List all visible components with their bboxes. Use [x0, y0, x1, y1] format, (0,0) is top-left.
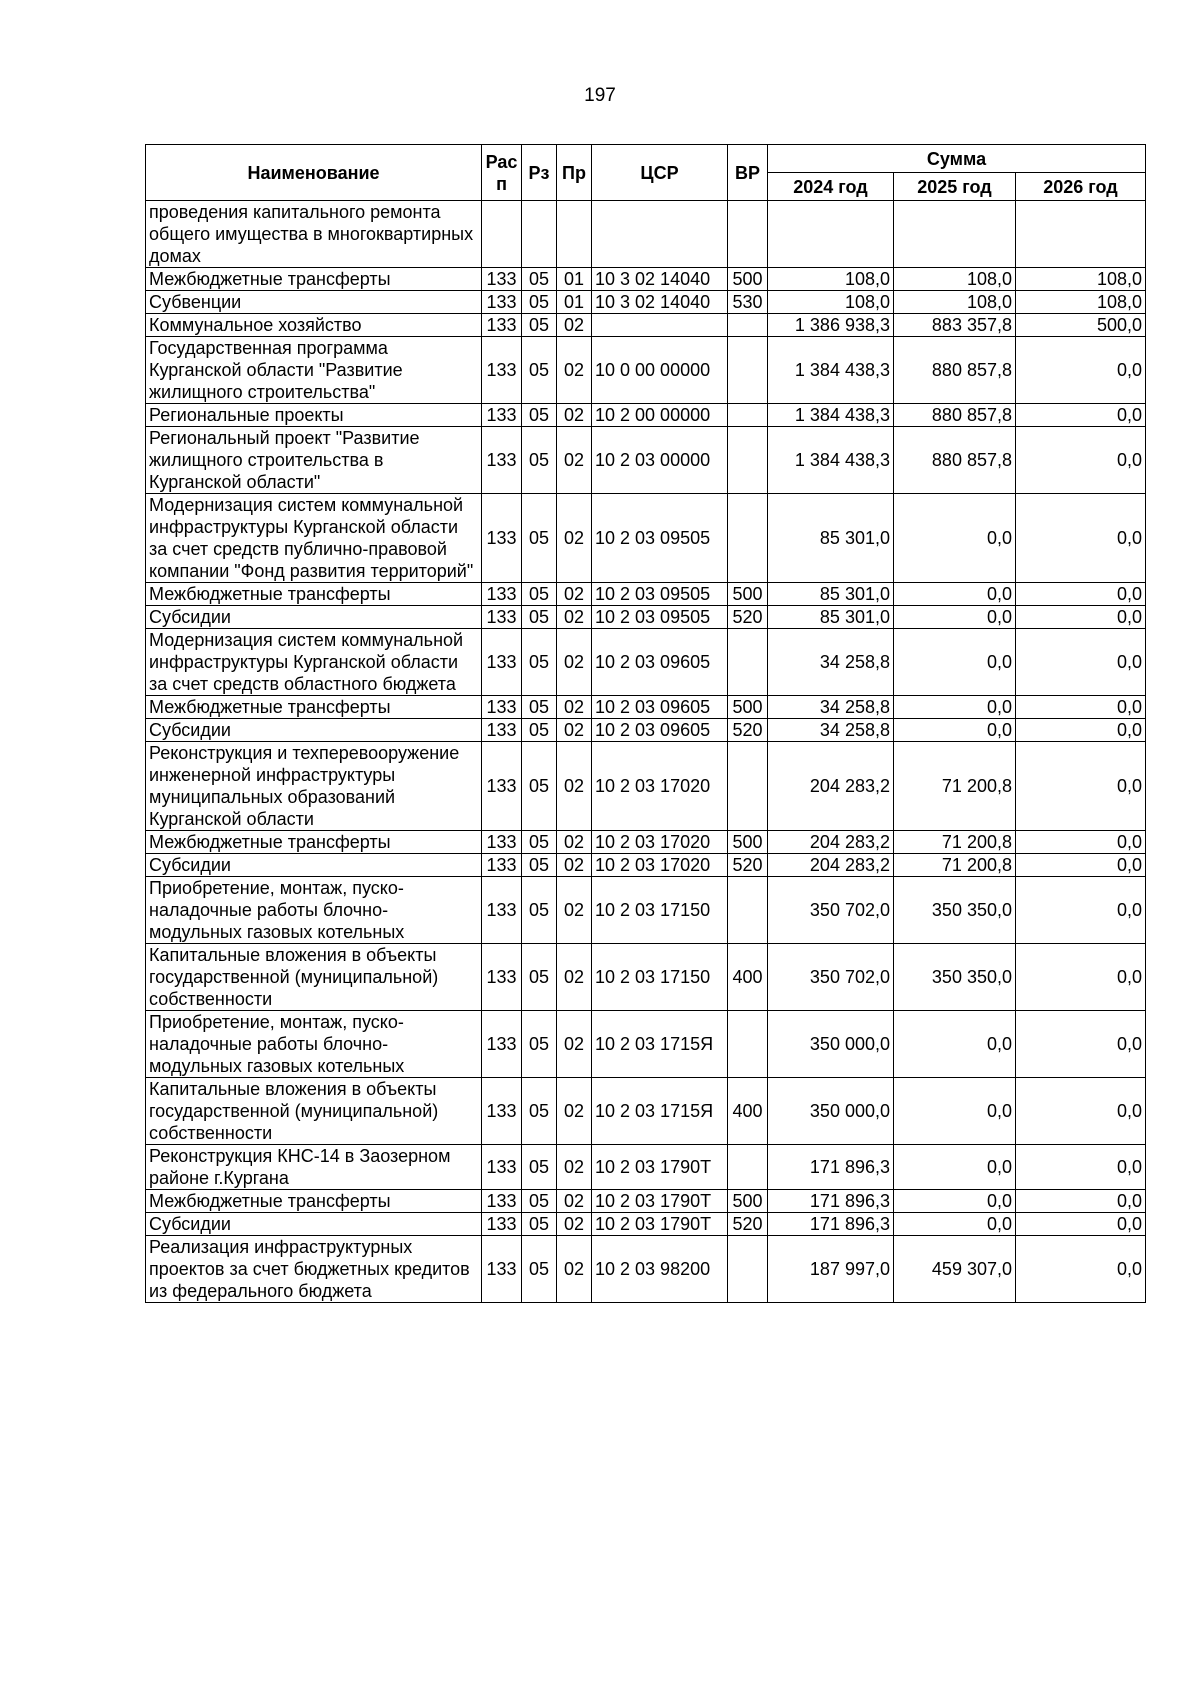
row-rasp-cell: 133: [482, 877, 522, 944]
header-csr: ЦСР: [592, 145, 728, 201]
table-row: [146, 268, 1146, 291]
row-vr-cell: 520: [728, 854, 768, 877]
row-sum-2024-cell: 204 283,2: [768, 742, 894, 831]
row-sum-2025-cell: 0,0: [894, 606, 1016, 629]
table-header: [146, 145, 1146, 201]
row-sum-2025-cell: 350 350,0: [894, 944, 1016, 1011]
row-pr-cell: 02: [557, 877, 592, 944]
row-name-cell: Приобретение, монтаж, пуско-наладочные работы блочно-модульных газовых котельных: [146, 1011, 482, 1078]
row-pr-cell: 02: [557, 583, 592, 606]
row-name-cell: Субсидии: [146, 1213, 482, 1236]
row-pr-cell: 02: [557, 1011, 592, 1078]
row-pr-cell: 02: [557, 606, 592, 629]
row-rasp-cell: 133: [482, 291, 522, 314]
row-vr-cell: [728, 1145, 768, 1190]
row-rasp-cell: 133: [482, 1213, 522, 1236]
row-rz-cell: 05: [522, 1078, 557, 1145]
row-name-cell: Реконструкция и техперевооружение инженерной инфраструктуры муниципальных образований Курганской области: [146, 742, 482, 831]
row-sum-2024-cell: 85 301,0: [768, 583, 894, 606]
row-rz-cell: 05: [522, 831, 557, 854]
row-sum-2025-cell: 0,0: [894, 719, 1016, 742]
table-row: [146, 201, 1146, 268]
table-body: [146, 201, 1146, 1303]
row-vr-cell: 530: [728, 291, 768, 314]
row-csr-cell: 10 2 00 00000: [592, 404, 728, 427]
header-year-2024: 2024 год: [768, 173, 894, 201]
row-rasp-cell: 133: [482, 427, 522, 494]
table-row: [146, 854, 1146, 877]
row-sum-2025-cell: 0,0: [894, 696, 1016, 719]
row-vr-cell: 500: [728, 268, 768, 291]
row-csr-cell: 10 2 03 1790Т: [592, 1190, 728, 1213]
row-pr-cell: 02: [557, 1145, 592, 1190]
row-rasp-cell: 133: [482, 742, 522, 831]
row-name-cell: Реализация инфраструктурных проектов за счет бюджетных кредитов из федерального бюджета: [146, 1236, 482, 1303]
row-vr-cell: 520: [728, 719, 768, 742]
row-csr-cell: 10 2 03 17150: [592, 877, 728, 944]
row-rz-cell: 05: [522, 877, 557, 944]
row-rasp-cell: 133: [482, 696, 522, 719]
row-sum-2024-cell: 187 997,0: [768, 1236, 894, 1303]
row-rasp-cell: 133: [482, 494, 522, 583]
row-name-cell: Региональные проекты: [146, 404, 482, 427]
row-rasp-cell: 133: [482, 1011, 522, 1078]
table-row: [146, 1078, 1146, 1145]
row-csr-cell: 10 2 03 09505: [592, 583, 728, 606]
table-row: [146, 494, 1146, 583]
row-csr-cell: 10 2 03 17020: [592, 831, 728, 854]
row-pr-cell: 01: [557, 291, 592, 314]
row-sum-2026-cell: 0,0: [1016, 831, 1146, 854]
table-row: [146, 1190, 1146, 1213]
table-row: [146, 1145, 1146, 1190]
row-pr-cell: 02: [557, 1213, 592, 1236]
row-csr-cell: 10 2 03 17020: [592, 854, 728, 877]
row-vr-cell: [728, 877, 768, 944]
row-sum-2024-cell: 34 258,8: [768, 719, 894, 742]
row-sum-2024-cell: 204 283,2: [768, 831, 894, 854]
row-name-cell: Субсидии: [146, 606, 482, 629]
row-vr-cell: 500: [728, 1190, 768, 1213]
row-csr-cell: 10 2 03 09505: [592, 606, 728, 629]
table-row: [146, 742, 1146, 831]
row-sum-2026-cell: 0,0: [1016, 696, 1146, 719]
row-rasp-cell: 133: [482, 1190, 522, 1213]
row-vr-cell: [728, 404, 768, 427]
row-sum-2025-cell: 0,0: [894, 583, 1016, 606]
table-row: [146, 404, 1146, 427]
row-sum-2024-cell: 204 283,2: [768, 854, 894, 877]
row-csr-cell: 10 2 03 00000: [592, 427, 728, 494]
row-name-cell: Межбюджетные трансферты: [146, 268, 482, 291]
row-sum-2025-cell: 0,0: [894, 494, 1016, 583]
row-name-cell: Модернизация систем коммунальной инфраструктуры Курганской области за счет средств областного бюджета: [146, 629, 482, 696]
row-rasp-cell: 133: [482, 404, 522, 427]
row-pr-cell: 02: [557, 314, 592, 337]
row-rz-cell: 05: [522, 583, 557, 606]
row-name-cell: проведения капитального ремонта общего имущества в многоквартирных домах: [146, 201, 482, 268]
row-rz-cell: 05: [522, 1190, 557, 1213]
row-vr-cell: 500: [728, 583, 768, 606]
row-sum-2024-cell: 108,0: [768, 291, 894, 314]
row-rasp-cell: 133: [482, 854, 522, 877]
table-row: [146, 629, 1146, 696]
row-sum-2025-cell: 459 307,0: [894, 1236, 1016, 1303]
row-pr-cell: 02: [557, 742, 592, 831]
row-rz-cell: 05: [522, 427, 557, 494]
row-pr-cell: [557, 201, 592, 268]
header-year-2025: 2025 год: [894, 173, 1016, 201]
row-vr-cell: [728, 1236, 768, 1303]
table-row: [146, 877, 1146, 944]
row-sum-2025-cell: 0,0: [894, 1078, 1016, 1145]
row-vr-cell: [728, 742, 768, 831]
row-csr-cell: [592, 201, 728, 268]
row-sum-2026-cell: 0,0: [1016, 719, 1146, 742]
row-sum-2026-cell: 0,0: [1016, 629, 1146, 696]
row-sum-2025-cell: 71 200,8: [894, 742, 1016, 831]
row-rasp-cell: 133: [482, 629, 522, 696]
row-vr-cell: [728, 337, 768, 404]
row-vr-cell: [728, 629, 768, 696]
row-pr-cell: 02: [557, 719, 592, 742]
table-row: [146, 1236, 1146, 1303]
row-sum-2024-cell: 85 301,0: [768, 606, 894, 629]
row-csr-cell: 10 2 03 09605: [592, 719, 728, 742]
row-name-cell: Приобретение, монтаж, пуско-наладочные работы блочно-модульных газовых котельных: [146, 877, 482, 944]
row-sum-2026-cell: 0,0: [1016, 854, 1146, 877]
row-rz-cell: 05: [522, 719, 557, 742]
row-sum-2024-cell: 350 702,0: [768, 877, 894, 944]
row-vr-cell: [728, 494, 768, 583]
row-sum-2025-cell: 0,0: [894, 1011, 1016, 1078]
row-csr-cell: 10 2 03 1790Т: [592, 1145, 728, 1190]
row-vr-cell: [728, 201, 768, 268]
row-sum-2026-cell: 0,0: [1016, 1236, 1146, 1303]
row-rz-cell: 05: [522, 1213, 557, 1236]
row-sum-2026-cell: 0,0: [1016, 337, 1146, 404]
row-rasp-cell: 133: [482, 1145, 522, 1190]
row-sum-2024-cell: 171 896,3: [768, 1190, 894, 1213]
row-name-cell: Субсидии: [146, 719, 482, 742]
row-rasp-cell: 133: [482, 583, 522, 606]
table-row: [146, 583, 1146, 606]
row-sum-2026-cell: 0,0: [1016, 1190, 1146, 1213]
row-name-cell: Реконструкция КНС-14 в Заозерном районе г.Кургана: [146, 1145, 482, 1190]
row-name-cell: Межбюджетные трансферты: [146, 583, 482, 606]
row-rz-cell: 05: [522, 696, 557, 719]
row-sum-2025-cell: 108,0: [894, 268, 1016, 291]
row-csr-cell: 10 2 03 09605: [592, 696, 728, 719]
row-pr-cell: 02: [557, 494, 592, 583]
row-sum-2026-cell: 0,0: [1016, 404, 1146, 427]
row-vr-cell: 500: [728, 696, 768, 719]
row-name-cell: Субвенции: [146, 291, 482, 314]
row-name-cell: Модернизация систем коммунальной инфраструктуры Курганской области за счет средств публично-правовой компании "Фонд развития территорий": [146, 494, 482, 583]
row-rz-cell: 05: [522, 494, 557, 583]
row-rz-cell: 05: [522, 1145, 557, 1190]
row-sum-2024-cell: 171 896,3: [768, 1213, 894, 1236]
row-csr-cell: 10 0 00 00000: [592, 337, 728, 404]
row-name-cell: Государственная программа Курганской области "Развитие жилищного строительства": [146, 337, 482, 404]
row-sum-2025-cell: 350 350,0: [894, 877, 1016, 944]
row-sum-2025-cell: 880 857,8: [894, 404, 1016, 427]
row-sum-2025-cell: 883 357,8: [894, 314, 1016, 337]
row-sum-2026-cell: 108,0: [1016, 268, 1146, 291]
row-vr-cell: [728, 427, 768, 494]
row-rz-cell: 05: [522, 944, 557, 1011]
row-vr-cell: 500: [728, 831, 768, 854]
row-csr-cell: 10 2 03 1715Я: [592, 1078, 728, 1145]
row-sum-2025-cell: 0,0: [894, 629, 1016, 696]
row-rz-cell: 05: [522, 314, 557, 337]
row-rz-cell: 05: [522, 1236, 557, 1303]
row-sum-2025-cell: 108,0: [894, 291, 1016, 314]
row-sum-2024-cell: 350 702,0: [768, 944, 894, 1011]
row-name-cell: Субсидии: [146, 854, 482, 877]
row-sum-2026-cell: 0,0: [1016, 1213, 1146, 1236]
row-rasp-cell: 133: [482, 1078, 522, 1145]
row-sum-2024-cell: 85 301,0: [768, 494, 894, 583]
row-sum-2025-cell: [894, 201, 1016, 268]
row-rasp-cell: 133: [482, 719, 522, 742]
row-csr-cell: 10 2 03 1790Т: [592, 1213, 728, 1236]
row-sum-2026-cell: 108,0: [1016, 291, 1146, 314]
row-pr-cell: 02: [557, 1078, 592, 1145]
row-csr-cell: [592, 314, 728, 337]
row-sum-2026-cell: 0,0: [1016, 1011, 1146, 1078]
row-sum-2026-cell: 0,0: [1016, 494, 1146, 583]
row-sum-2025-cell: 880 857,8: [894, 427, 1016, 494]
row-sum-2024-cell: 1 384 438,3: [768, 427, 894, 494]
row-pr-cell: 02: [557, 427, 592, 494]
row-sum-2025-cell: 880 857,8: [894, 337, 1016, 404]
row-rz-cell: 05: [522, 629, 557, 696]
row-rasp-cell: 133: [482, 314, 522, 337]
row-pr-cell: 02: [557, 1236, 592, 1303]
row-csr-cell: 10 2 03 17150: [592, 944, 728, 1011]
row-rasp-cell: [482, 201, 522, 268]
row-rasp-cell: 133: [482, 831, 522, 854]
row-name-cell: Межбюджетные трансферты: [146, 696, 482, 719]
row-sum-2024-cell: 1 384 438,3: [768, 337, 894, 404]
row-pr-cell: 02: [557, 831, 592, 854]
row-pr-cell: 02: [557, 629, 592, 696]
row-pr-cell: 02: [557, 337, 592, 404]
row-sum-2024-cell: 108,0: [768, 268, 894, 291]
row-vr-cell: [728, 314, 768, 337]
row-rasp-cell: 133: [482, 944, 522, 1011]
row-csr-cell: 10 3 02 14040: [592, 291, 728, 314]
row-vr-cell: [728, 1011, 768, 1078]
row-vr-cell: 400: [728, 1078, 768, 1145]
row-csr-cell: 10 2 03 98200: [592, 1236, 728, 1303]
row-sum-2026-cell: 0,0: [1016, 1078, 1146, 1145]
table-row: [146, 1213, 1146, 1236]
table-row: [146, 1011, 1146, 1078]
row-sum-2025-cell: 0,0: [894, 1145, 1016, 1190]
row-rz-cell: 05: [522, 291, 557, 314]
row-name-cell: Капитальные вложения в объекты государственной (муниципальной) собственности: [146, 1078, 482, 1145]
row-rasp-cell: 133: [482, 1236, 522, 1303]
row-rz-cell: 05: [522, 854, 557, 877]
row-sum-2026-cell: 0,0: [1016, 944, 1146, 1011]
row-sum-2024-cell: 1 384 438,3: [768, 404, 894, 427]
row-csr-cell: 10 3 02 14040: [592, 268, 728, 291]
table-row: [146, 314, 1146, 337]
table-row: [146, 719, 1146, 742]
row-csr-cell: 10 2 03 17020: [592, 742, 728, 831]
row-sum-2026-cell: 0,0: [1016, 583, 1146, 606]
header-rasp: Рас п: [482, 145, 522, 201]
row-sum-2026-cell: 0,0: [1016, 742, 1146, 831]
row-name-cell: Межбюджетные трансферты: [146, 831, 482, 854]
table-row: [146, 337, 1146, 404]
table-row: [146, 606, 1146, 629]
row-rasp-cell: 133: [482, 268, 522, 291]
row-sum-2026-cell: 0,0: [1016, 1145, 1146, 1190]
header-year-2026: 2026 год: [1016, 173, 1146, 201]
header-name: Наименование: [146, 145, 482, 201]
table-row: [146, 696, 1146, 719]
row-sum-2025-cell: 0,0: [894, 1213, 1016, 1236]
row-pr-cell: 02: [557, 1190, 592, 1213]
row-sum-2026-cell: 0,0: [1016, 877, 1146, 944]
header-sum: Сумма: [768, 145, 1146, 173]
table-row: [146, 427, 1146, 494]
row-rz-cell: [522, 201, 557, 268]
row-sum-2026-cell: 500,0: [1016, 314, 1146, 337]
row-rasp-cell: 133: [482, 337, 522, 404]
row-rz-cell: 05: [522, 268, 557, 291]
row-csr-cell: 10 2 03 1715Я: [592, 1011, 728, 1078]
row-sum-2026-cell: 0,0: [1016, 606, 1146, 629]
row-sum-2024-cell: 34 258,8: [768, 696, 894, 719]
row-sum-2024-cell: 350 000,0: [768, 1011, 894, 1078]
row-csr-cell: 10 2 03 09605: [592, 629, 728, 696]
header-pr: Пр: [557, 145, 592, 201]
page-number: 197: [584, 85, 616, 106]
row-rz-cell: 05: [522, 742, 557, 831]
row-rz-cell: 05: [522, 404, 557, 427]
row-rz-cell: 05: [522, 337, 557, 404]
table-row: [146, 291, 1146, 314]
row-name-cell: Коммунальное хозяйство: [146, 314, 482, 337]
row-sum-2024-cell: 171 896,3: [768, 1145, 894, 1190]
row-name-cell: Капитальные вложения в объекты государственной (муниципальной) собственности: [146, 944, 482, 1011]
row-pr-cell: 01: [557, 268, 592, 291]
row-sum-2026-cell: 0,0: [1016, 427, 1146, 494]
row-csr-cell: 10 2 03 09505: [592, 494, 728, 583]
row-sum-2026-cell: [1016, 201, 1146, 268]
row-sum-2024-cell: 34 258,8: [768, 629, 894, 696]
row-vr-cell: 400: [728, 944, 768, 1011]
row-vr-cell: 520: [728, 1213, 768, 1236]
table-row: [146, 944, 1146, 1011]
row-pr-cell: 02: [557, 696, 592, 719]
row-sum-2025-cell: 71 200,8: [894, 831, 1016, 854]
row-name-cell: Региональный проект "Развитие жилищного строительства в Курганской области": [146, 427, 482, 494]
row-vr-cell: 520: [728, 606, 768, 629]
table-row: [146, 831, 1146, 854]
header-vr: ВР: [728, 145, 768, 201]
row-sum-2024-cell: 350 000,0: [768, 1078, 894, 1145]
budget-table: [145, 144, 1146, 1303]
row-rz-cell: 05: [522, 1011, 557, 1078]
header-rz: Рз: [522, 145, 557, 201]
row-pr-cell: 02: [557, 944, 592, 1011]
row-sum-2025-cell: 71 200,8: [894, 854, 1016, 877]
row-sum-2024-cell: [768, 201, 894, 268]
row-rasp-cell: 133: [482, 606, 522, 629]
row-sum-2024-cell: 1 386 938,3: [768, 314, 894, 337]
row-pr-cell: 02: [557, 404, 592, 427]
row-sum-2025-cell: 0,0: [894, 1190, 1016, 1213]
row-name-cell: Межбюджетные трансферты: [146, 1190, 482, 1213]
row-pr-cell: 02: [557, 854, 592, 877]
row-rz-cell: 05: [522, 606, 557, 629]
